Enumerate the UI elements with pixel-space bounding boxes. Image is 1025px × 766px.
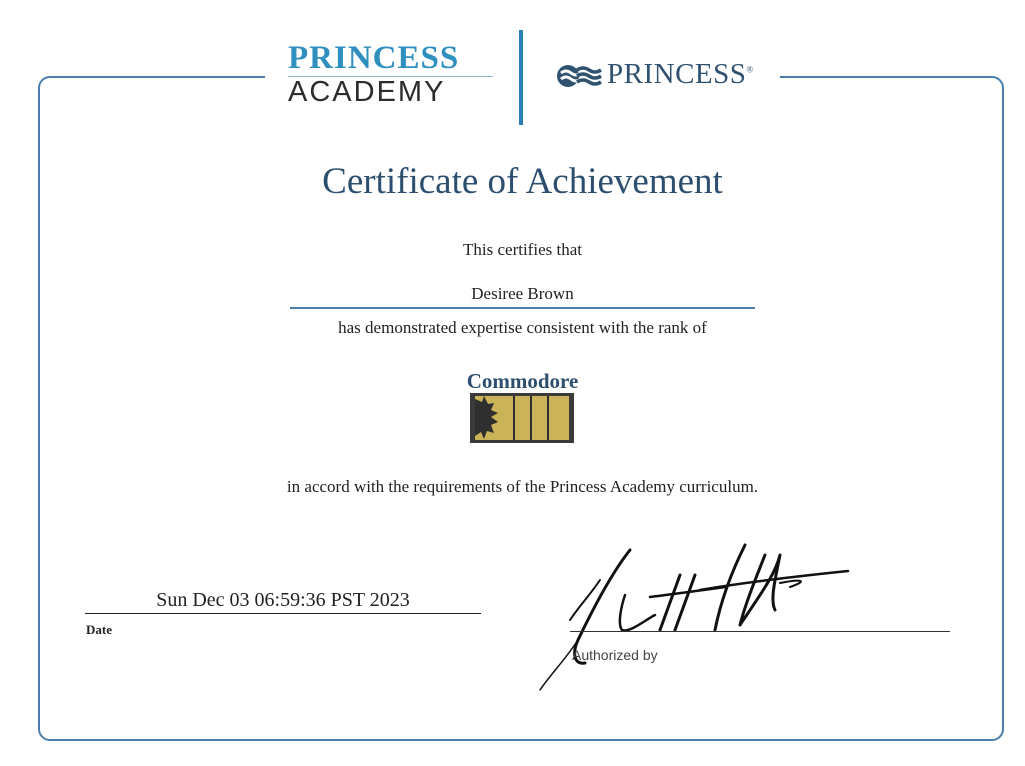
signature-line: [570, 631, 950, 632]
academy-logo-line1: PRINCESS: [288, 40, 460, 76]
commodore-stripes-icon: [470, 393, 574, 443]
recipient-name: Desiree Brown: [290, 284, 755, 309]
princess-cruises-word: PRINCESS: [607, 58, 747, 90]
date-label: Date: [86, 622, 112, 637]
academy-logo-line2: ACADEMY: [288, 76, 446, 108]
registered-mark: ®: [746, 64, 754, 75]
signature-icon: [530, 535, 860, 695]
certificate-title: Certificate of Achievement: [322, 161, 723, 202]
authorized-by-label: Authorized by: [572, 647, 658, 663]
princess-cruises-wordmark: [607, 58, 754, 91]
rank-name: Commodore: [466, 369, 579, 393]
curriculum-text: in accord with the requirements of the Princess Academy curriculum.: [286, 477, 759, 496]
logo-divider: [519, 30, 523, 125]
princess-academy-logo: [288, 42, 498, 107]
demonstrated-text: has demonstrated expertise consistent with the rank of: [338, 318, 707, 337]
date-value: Sun Dec 03 06:59:36 PST 2023: [85, 589, 481, 614]
certifies-text: This certifies that: [463, 240, 582, 259]
wave-icon: [555, 62, 605, 90]
